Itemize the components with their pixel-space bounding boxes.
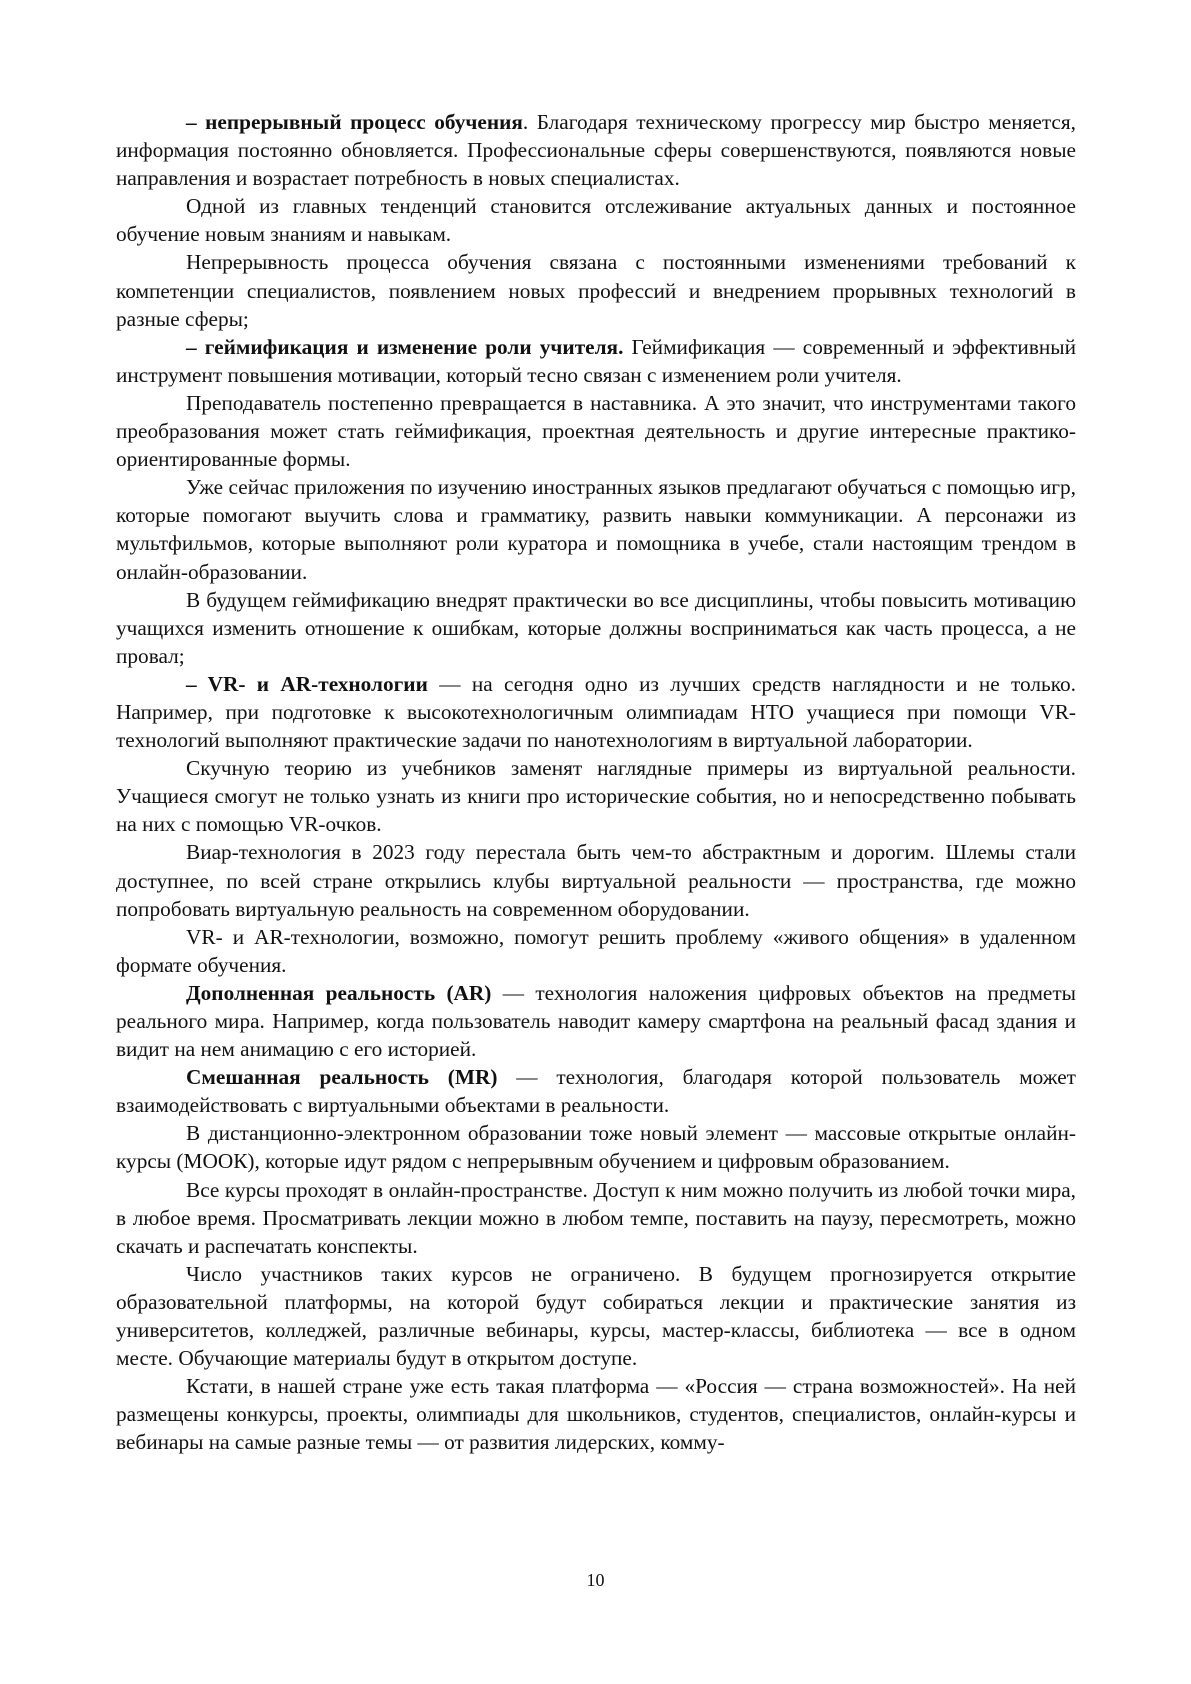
paragraph-text: В дистанционно-электронном образовании тоже новый элемент — массовые открытые онлайн-курсы (МООК), которые идут рядом с непрерывным обучением и цифровым образованием. — [116, 1121, 1076, 1174]
paragraph — [116, 389, 1076, 473]
paragraph — [116, 586, 1076, 670]
paragraph-text: Одной из главных тенденций становится отслеживание актуальных данных и постоянное обучение новым знаниям и навыкам. — [116, 194, 1076, 247]
paragraph-text: Кстати, в нашей стране уже есть такая платформа — «Россия — страна возможностей». На ней размещены конкурсы, проекты, олимпиады для школьников, студентов, специалистов, онлайн-курсы и вебинары на самые разные темы — от развития лидерских, комму- — [116, 1374, 1076, 1455]
paragraph — [116, 1260, 1076, 1372]
paragraph — [116, 1119, 1076, 1175]
paragraph-text: Преподаватель постепенно превращается в наставника. А это значит, что инструментами такого преобразования может стать геймификация, проектная деятельность и другие интересные практико-ориентированные формы. — [116, 390, 1076, 472]
paragraph — [116, 1372, 1076, 1456]
paragraph-bold-lead: – VR- и AR-технологии — [186, 671, 428, 696]
document-body — [116, 108, 1076, 1457]
paragraph-text: Скучную теорию из учебников заменят наглядные примеры из виртуальной реальности. Учащиеся смогут не только узнать из книги про исторические события, но и непосредственно побывать на них с помощью VR-очков. — [116, 756, 1076, 837]
paragraph — [116, 333, 1076, 389]
paragraph-bold-lead: Смешанная реальность (MR) — [186, 1065, 498, 1090]
paragraph-text: Непрерывность процесса обучения связана с постоянными изменениями требований к компетенции специалистов, появлением новых профессий и внедрением прорывных технологий в разные сферы; — [116, 250, 1076, 331]
paragraph-text: — технология, благодаря которой пользователь может взаимодействовать с виртуальными объектами в реальности. — [116, 1065, 1076, 1118]
paragraph — [116, 192, 1076, 248]
paragraph — [116, 108, 1076, 192]
paragraph — [116, 670, 1076, 754]
paragraph-text: — на сегодня одно из лучших средств наглядности и не только. Например, при подготовке к высокотехнологичным олимпиадам НТО учащиеся при помощи VR-технологий выполняют практические задачи по нанотехнологиям в виртуальной лаборатории. — [116, 671, 1076, 753]
paragraph-text: Геймификация — современный и эффективный инструмент повышения мотивации, который тесно связан с изменением роли учителя. — [116, 334, 1076, 387]
paragraph-bold-lead: – непрерывный процесс обучения — [186, 110, 523, 134]
paragraph — [116, 473, 1076, 585]
paragraph-bold-lead: Дополненная реальность (AR) — [186, 980, 492, 1005]
paragraph-bold-lead: – геймификация и изменение роли учителя. — [186, 334, 624, 359]
paragraph — [116, 1063, 1076, 1119]
paragraph-text: Уже сейчас приложения по изучению иностранных языков предлагают обучаться с помощью игр, которые помогают выучить слова и грамматику, развить навыки коммуникации. А персонажи из мультфильмов, которые выполняют роли куратора и помощника в учебе, стали настоящим трендом в онлайн-образовании. — [116, 475, 1076, 584]
paragraph-text: — технология наложения цифровых объектов на предметы реального мира. Например, когда пользователь наводит камеру смартфона на реальный фасад здания и видит на нем анимацию с его историей. — [116, 980, 1076, 1062]
paragraph-text: VR- и AR-технологии, возможно, помогут решить проблему «живого общения» в удаленном формате обучения. — [116, 924, 1076, 977]
paragraph-text: Число участников таких курсов не ограничено. В будущем прогнозируется открытие образовательной платформы, на которой будут собираться лекции и практические занятия из университетов, колледжей, различные вебинары, курсы, мастер-классы, библиотека — все в одном месте. Обучающие материалы будут в открытом доступе. — [116, 1261, 1076, 1371]
paragraph-text: В будущем геймификацию внедрят практически во все дисциплины, чтобы повысить мотивацию учащихся изменить отношение к ошибкам, которые должны восприниматься как часть процесса, а не провал; — [116, 587, 1076, 668]
paragraph-text: . Благодаря техническому прогрессу мир быстро меняется, информация постоянно обновляется. Профессиональные сферы совершенствуются, появляются новые направления и возрастает потребность в новых специалистах. — [116, 110, 1076, 191]
paragraph — [116, 838, 1076, 922]
page-number: 10 — [586, 1570, 605, 1590]
paragraph — [116, 248, 1076, 332]
paragraph — [116, 754, 1076, 838]
paragraph — [116, 923, 1076, 979]
paragraph — [116, 979, 1076, 1063]
paragraph-text: Все курсы проходят в онлайн-пространстве. Доступ к ним можно получить из любой точки мира, в любое время. Просматривать лекции можно в любом темпе, поставить на паузу, пересмотреть, можно скачать и распечатать конспекты. — [116, 1177, 1076, 1258]
paragraph-text: Виар-технология в 2023 году перестала быть чем-то абстрактным и дорогим. Шлемы стали доступнее, по всей стране открылись клубы виртуальной реальности — пространства, где можно попробовать виртуальную реальность на современном оборудовании. — [116, 840, 1076, 921]
paragraph — [116, 1176, 1076, 1260]
